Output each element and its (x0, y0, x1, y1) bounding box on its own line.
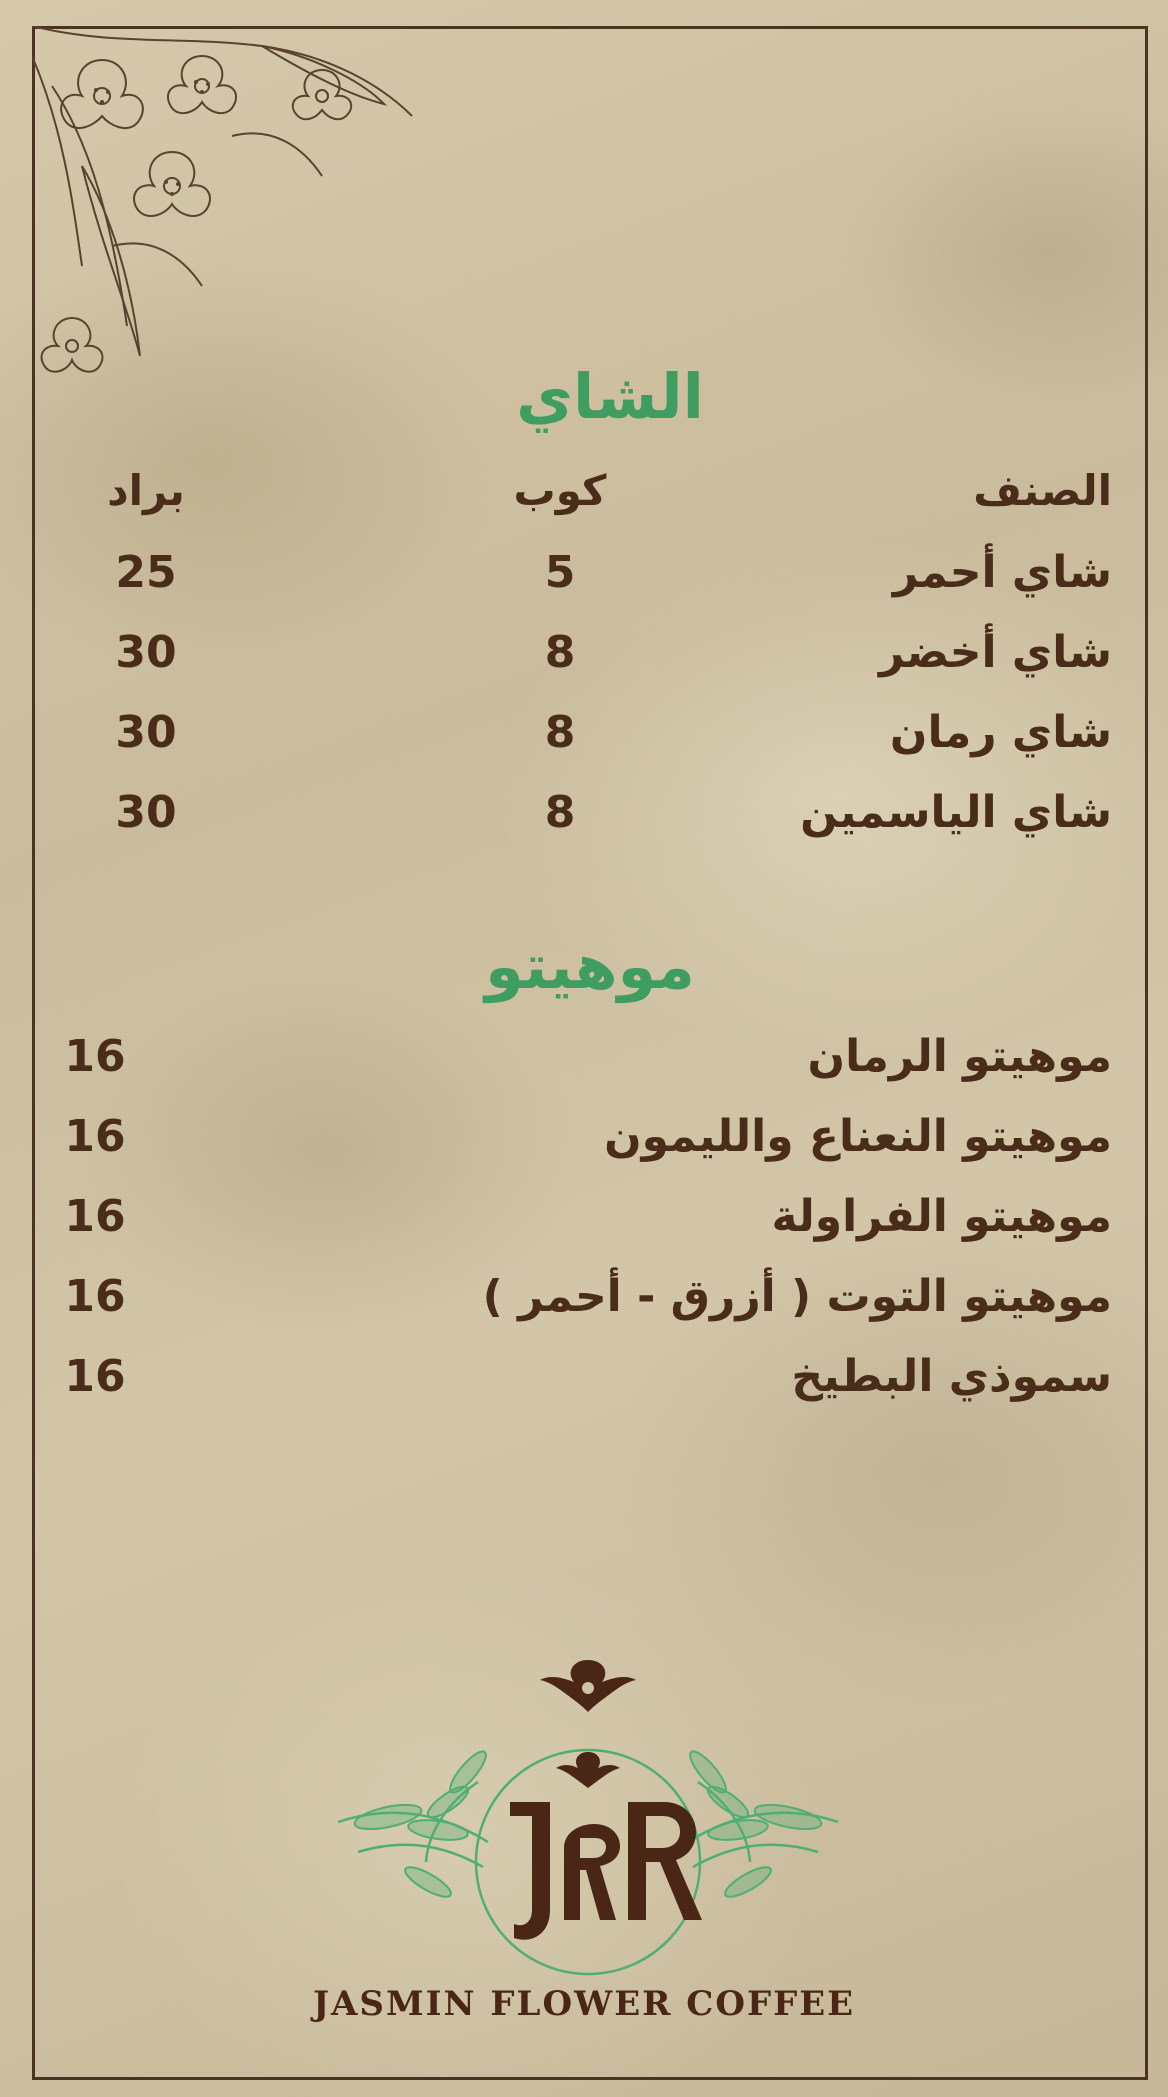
header-cup-label: كوب (513, 466, 607, 515)
tea-row (0, 538, 1168, 608)
tea-cup-price: 5 (544, 547, 576, 598)
header-pot-label: براد (107, 466, 185, 515)
mojito-price: 16 (64, 1351, 126, 1402)
mojito-row (0, 1022, 1168, 1092)
mojito-section-title: موهيتو (485, 930, 695, 1003)
mojito-row (0, 1262, 1168, 1332)
tea-name: شاي أخضر (879, 627, 1112, 678)
mojito-name: موهيتو الفراولة (771, 1191, 1112, 1242)
tea-pot-price: 30 (115, 787, 177, 838)
mojito-price: 16 (64, 1111, 126, 1162)
mojito-name: موهيتو النعناع والليمون (604, 1111, 1112, 1162)
tea-cup-price: 8 (544, 787, 576, 838)
tea-section-title: الشاي (516, 360, 704, 433)
tea-table-header (0, 456, 1168, 526)
mojito-name: سموذي البطيخ (791, 1351, 1112, 1402)
tea-cup-price: 8 (544, 707, 576, 758)
mojito-name: موهيتو الرمان (807, 1031, 1112, 1082)
tea-pot-price: 25 (115, 547, 177, 598)
tea-name: شاي رمان (889, 707, 1112, 758)
mojito-row (0, 1102, 1168, 1172)
tea-name: شاي الياسمين (800, 787, 1112, 838)
tea-pot-price: 30 (115, 707, 177, 758)
mojito-row (0, 1342, 1168, 1412)
header-item-label: الصنف (973, 466, 1112, 515)
mojito-row (0, 1182, 1168, 1252)
mojito-price: 16 (64, 1031, 126, 1082)
tea-row (0, 778, 1168, 848)
mojito-price: 16 (64, 1191, 126, 1242)
tea-cup-price: 8 (544, 627, 576, 678)
tea-name: شاي أحمر (892, 547, 1112, 598)
coffee-logo-icon (318, 1652, 858, 2012)
tea-row (0, 618, 1168, 688)
mojito-name: موهيتو التوت ( أزرق - أحمر ) (482, 1271, 1112, 1322)
brand-name: JASMIN FLOWER COFFEE (312, 1984, 856, 2024)
tea-pot-price: 30 (115, 627, 177, 678)
tea-row (0, 698, 1168, 768)
floral-corner-icon (32, 26, 532, 406)
mojito-price: 16 (64, 1271, 126, 1322)
